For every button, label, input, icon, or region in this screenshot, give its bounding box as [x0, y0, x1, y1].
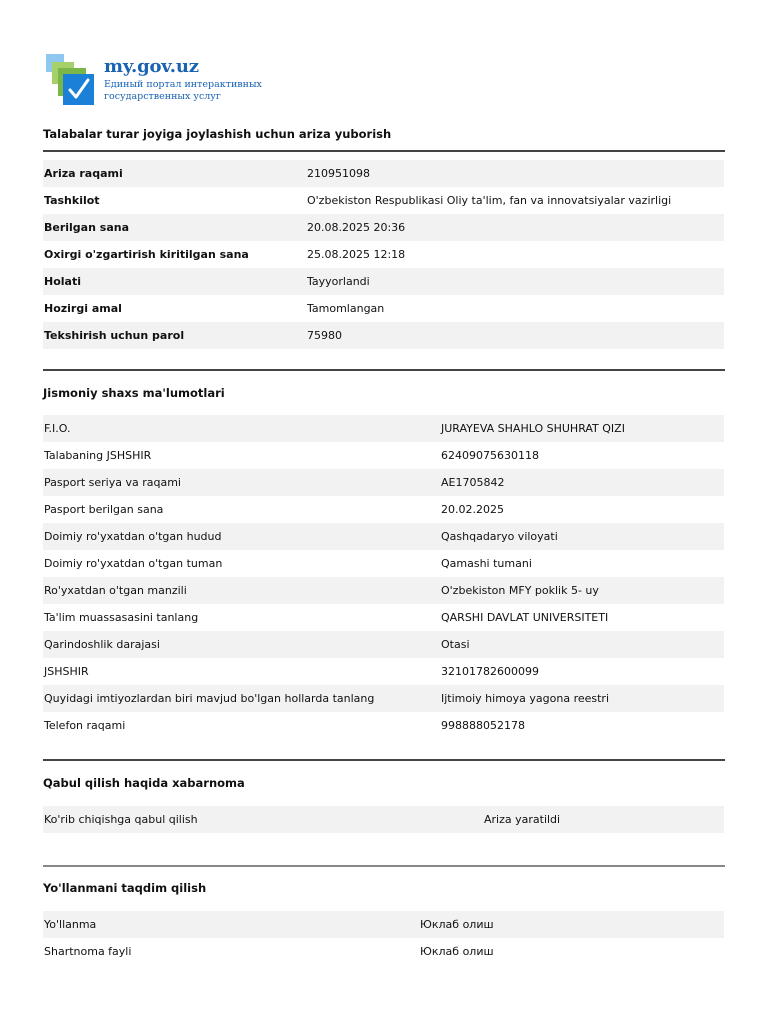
row-label: Doimiy ro'yxatdan o'tgan hudud [44, 530, 222, 543]
row-label: Ariza raqami [44, 167, 123, 180]
table-row [43, 214, 724, 241]
table-row [43, 415, 724, 442]
row-label: Qarindoshlik darajasi [44, 638, 160, 651]
notice-section-title: Qabul qilish haqida xabarnoma [43, 776, 245, 790]
table-row [43, 442, 724, 469]
row-value: 75980 [307, 329, 342, 342]
brand-tagline [104, 79, 304, 103]
table-row [43, 160, 724, 187]
row-value: 20.08.2025 20:36 [307, 221, 406, 234]
download-contract-link[interactable]: Юклаб олиш [420, 945, 494, 958]
row-value: Ijtimoiy himoya yagona reestri [441, 692, 610, 705]
notice-table [43, 806, 724, 833]
referral-section-title: Yo'llanmani taqdim qilish [43, 881, 207, 895]
referral-table [43, 911, 724, 965]
brand-name: my.gov.uz [104, 56, 199, 77]
row-label: Yo'llanma [44, 918, 97, 931]
row-label: Tashkilot [44, 194, 100, 207]
table-row [43, 685, 724, 712]
row-value: Otasi [441, 638, 470, 651]
table-row [43, 322, 724, 349]
table-row [43, 806, 724, 833]
personal-table [43, 415, 724, 739]
table-row [43, 938, 724, 965]
row-label: F.I.O. [44, 422, 71, 435]
row-value: AE1705842 [441, 476, 505, 489]
row-value: Qashqadaryo viloyati [441, 530, 558, 543]
brand-tagline-line1: Единый портал интерактивных [104, 79, 262, 90]
row-value: 20.02.2025 [441, 503, 504, 516]
page-title: Talabalar turar joyiga joylashish uchun ariza yuborish [43, 127, 392, 141]
row-label: Hozirgi amal [44, 302, 122, 315]
table-row [43, 712, 724, 739]
checkbox-logo-icon [46, 54, 96, 106]
table-row [43, 631, 724, 658]
table-row [43, 268, 724, 295]
row-label: Ta'lim muassasasini tanlang [44, 611, 199, 624]
row-label: Ro'yxatdan o'tgan manzili [44, 584, 187, 597]
row-label: Pasport berilgan sana [44, 503, 164, 516]
table-row [43, 295, 724, 322]
table-row [43, 241, 724, 268]
table-row [43, 496, 724, 523]
row-label: Oxirgi o'zgartirish kiritilgan sana [44, 248, 249, 261]
table-row [43, 469, 724, 496]
row-value: Ariza yaratildi [484, 813, 561, 826]
row-label: Berilgan sana [44, 221, 129, 234]
section-divider [43, 369, 725, 371]
row-label: Talabaning JSHSHIR [44, 449, 152, 462]
application-table [43, 160, 724, 349]
section-divider [43, 759, 725, 761]
section-divider [43, 865, 725, 867]
row-label: Pasport seriya va raqami [44, 476, 181, 489]
row-value: O'zbekiston Respublikasi Oliy ta'lim, fan va innovatsiyalar vazirligi [307, 194, 672, 207]
row-label: Shartnoma fayli [44, 945, 132, 958]
row-value: JURAYEVA SHAHLO SHUHRAT QIZI [441, 422, 625, 435]
row-label: Holati [44, 275, 81, 288]
row-label: Tekshirish uchun parol [44, 329, 185, 342]
row-value: 998888052178 [441, 719, 525, 732]
row-value: O'zbekiston MFY poklik 5- uy [441, 584, 599, 597]
row-label: Ko'rib chiqishga qabul qilish [44, 813, 198, 826]
row-value: Tayyorlandi [307, 275, 370, 288]
table-row [43, 658, 724, 685]
table-row [43, 523, 724, 550]
brand-logo[interactable] [46, 54, 286, 108]
row-value: Qamashi tumani [441, 557, 532, 570]
brand-tagline-line2: государственных услуг [104, 91, 221, 102]
table-row [43, 604, 724, 631]
row-value: Tamomlangan [307, 302, 385, 315]
table-row [43, 187, 724, 214]
row-value: 32101782600099 [441, 665, 539, 678]
download-referral-link[interactable]: Юклаб олиш [420, 918, 494, 931]
table-row [43, 577, 724, 604]
row-label: Doimiy ro'yxatdan o'tgan tuman [44, 557, 223, 570]
table-row [43, 911, 724, 938]
table-row [43, 550, 724, 577]
row-value: 210951098 [307, 167, 370, 180]
row-value: 62409075630118 [441, 449, 539, 462]
row-label: JSHSHIR [44, 665, 89, 678]
row-value: QARSHI DAVLAT UNIVERSITETI [441, 611, 609, 624]
title-divider [43, 150, 725, 152]
row-label: Telefon raqami [44, 719, 126, 732]
personal-section-title: Jismoniy shaxs ma'lumotlari [43, 386, 225, 400]
row-label: Quyidagi imtiyozlardan biri mavjud bo'lgan hollarda tanlang [44, 692, 375, 705]
row-value: 25.08.2025 12:18 [307, 248, 406, 261]
